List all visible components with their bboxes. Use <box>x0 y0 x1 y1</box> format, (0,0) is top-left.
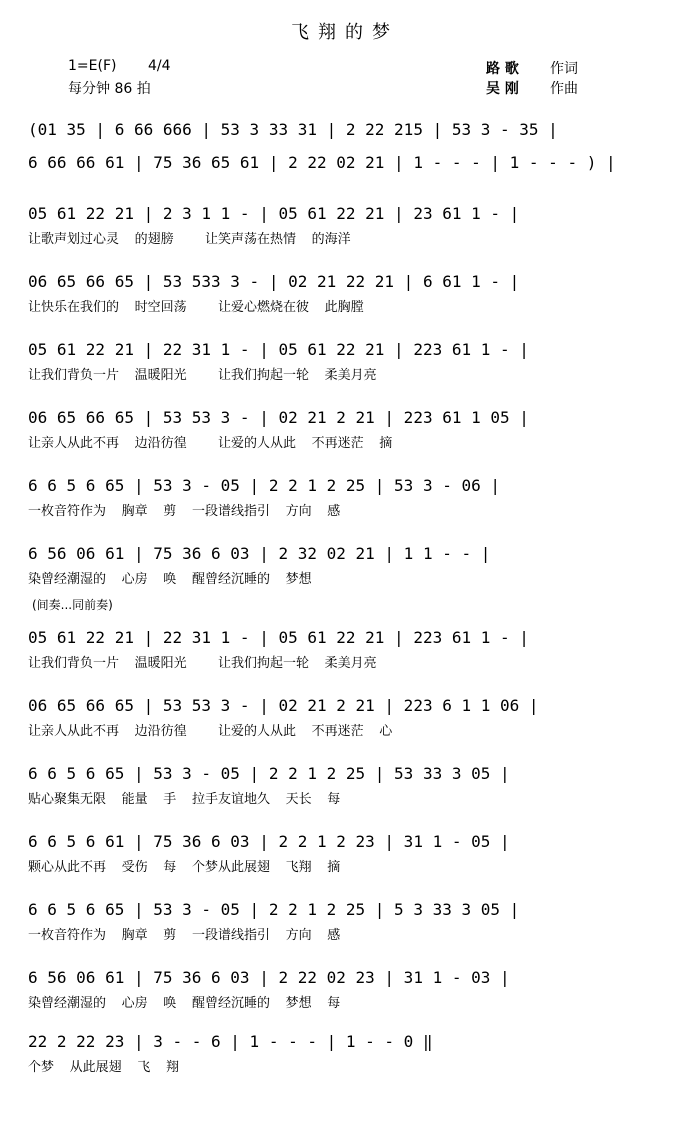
lyric-text: 染曾经潮湿的 心房 唤 醒曾经沉睡的 梦想 <box>28 572 312 587</box>
lyric-text: 贴心聚集无限 能量 手 拉手友谊地久 天长 每 <box>28 792 341 807</box>
score-line-12 <box>28 830 668 882</box>
score-line-13 <box>28 898 668 950</box>
lyric-text: 让歌声划过心灵 的翅膀 让笑声荡在热情 的海洋 <box>28 232 351 247</box>
notation: 06 65 66 65 | 53 533 3 - | 02 21 22 21 | 6 61 1 - | <box>28 272 520 291</box>
notation: 05 61 22 21 | 22 31 1 - | 05 61 22 21 | 223 61 1 - | <box>28 340 529 359</box>
score-line-3 <box>28 202 668 254</box>
notation: 6 56 06 61 | 75 36 6 03 | 2 22 02 23 | 31 1 - 03 | <box>28 968 510 987</box>
interlude-note: (间奏...同前奏) <box>32 598 113 612</box>
notation: (01 35 | 6 66 666 | 53 3 33 31 | 2 22 215 | 53 3 - 35 | <box>28 120 558 139</box>
score-line-7 <box>28 474 668 526</box>
score-line-5 <box>28 338 668 390</box>
notation: 6 6 5 6 65 | 53 3 - 05 | 2 2 1 2 25 | 53 33 3 05 | <box>28 764 510 783</box>
notation: 06 65 66 65 | 53 53 3 - | 02 21 2 21 | 223 61 1 05 | <box>28 408 529 427</box>
score-line-2 <box>28 151 668 203</box>
score-line-6 <box>28 406 668 458</box>
composer-name: 吴 刚 <box>486 81 519 97</box>
notation: 6 56 06 61 | 75 36 6 03 | 2 32 02 21 | 1 1 - - | <box>28 544 491 563</box>
lyric-text: 让亲人从此不再 边沿彷徨 让爱的人从此 不再迷茫 心 <box>28 724 393 739</box>
lyric-text: 让快乐在我们的 时空回荡 让爱心燃烧在彼 此胸膛 <box>28 300 364 315</box>
lyricist-role: 作词 <box>550 61 578 77</box>
score-line-8 <box>28 542 668 594</box>
composer-role: 作曲 <box>550 81 578 97</box>
key-signature: 1=E(F) <box>68 58 117 74</box>
notation: 6 66 66 61 | 75 36 65 61 | 2 22 02 21 | 1 - - - | 1 - - - ) | <box>28 153 616 172</box>
song-title: 飞翔的梦 <box>291 22 399 43</box>
score-line-14 <box>28 966 668 1018</box>
notation: 6 6 5 6 61 | 75 36 6 03 | 2 2 1 2 23 | 31 1 - 05 | <box>28 832 510 851</box>
score-line-10 <box>28 694 668 746</box>
notation: 05 61 22 21 | 2 3 1 1 - | 05 61 22 21 | 23 61 1 - | <box>28 204 520 223</box>
lyric-text: 让我们背负一片 温暖阳光 让我们拘起一轮 柔美月亮 <box>28 368 377 383</box>
score-line-11 <box>28 762 668 814</box>
score-line-15 <box>28 1030 668 1082</box>
lyric-text: 让我们背负一片 温暖阳光 让我们拘起一轮 柔美月亮 <box>28 656 377 671</box>
lyric-text: 染曾经潮湿的 心房 唤 醒曾经沉睡的 梦想 每 <box>28 996 341 1011</box>
tempo: 每分钟 86 拍 <box>68 81 151 97</box>
lyric-text: 一枚音符作为 胸章 剪 一段谱线指引 方向 感 <box>28 928 341 943</box>
score-line-9 <box>28 626 668 678</box>
lyric-text: 让亲人从此不再 边沿彷徨 让爱的人从此 不再迷茫 摘 <box>28 436 393 451</box>
notation: 6 6 5 6 65 | 53 3 - 05 | 2 2 1 2 25 | 53 3 - 06 | <box>28 476 501 495</box>
lyric-text: 一枚音符作为 胸章 剪 一段谱线指引 方向 感 <box>28 504 341 519</box>
score-line-4 <box>28 270 668 322</box>
notation: 6 6 5 6 65 | 53 3 - 05 | 2 2 1 2 25 | 5 3 33 3 05 | <box>28 900 520 919</box>
lyricist-name: 路 歌 <box>486 61 519 77</box>
lyric-text: 个梦 从此展翅 飞 翔 <box>28 1060 179 1075</box>
notation: 22 2 22 23 | 3 - - 6 | 1 - - - | 1 - - 0 ‖ <box>28 1032 433 1051</box>
lyric-text: 颗心从此不再 受伤 每 个梦从此展翅 飞翔 摘 <box>28 860 341 875</box>
time-signature: 4/4 <box>148 58 171 74</box>
lyric-text <box>28 179 668 199</box>
notation: 06 65 66 65 | 53 53 3 - | 02 21 2 21 | 223 6 1 1 06 | <box>28 696 539 715</box>
notation: 05 61 22 21 | 22 31 1 - | 05 61 22 21 | 223 61 1 - | <box>28 628 529 647</box>
